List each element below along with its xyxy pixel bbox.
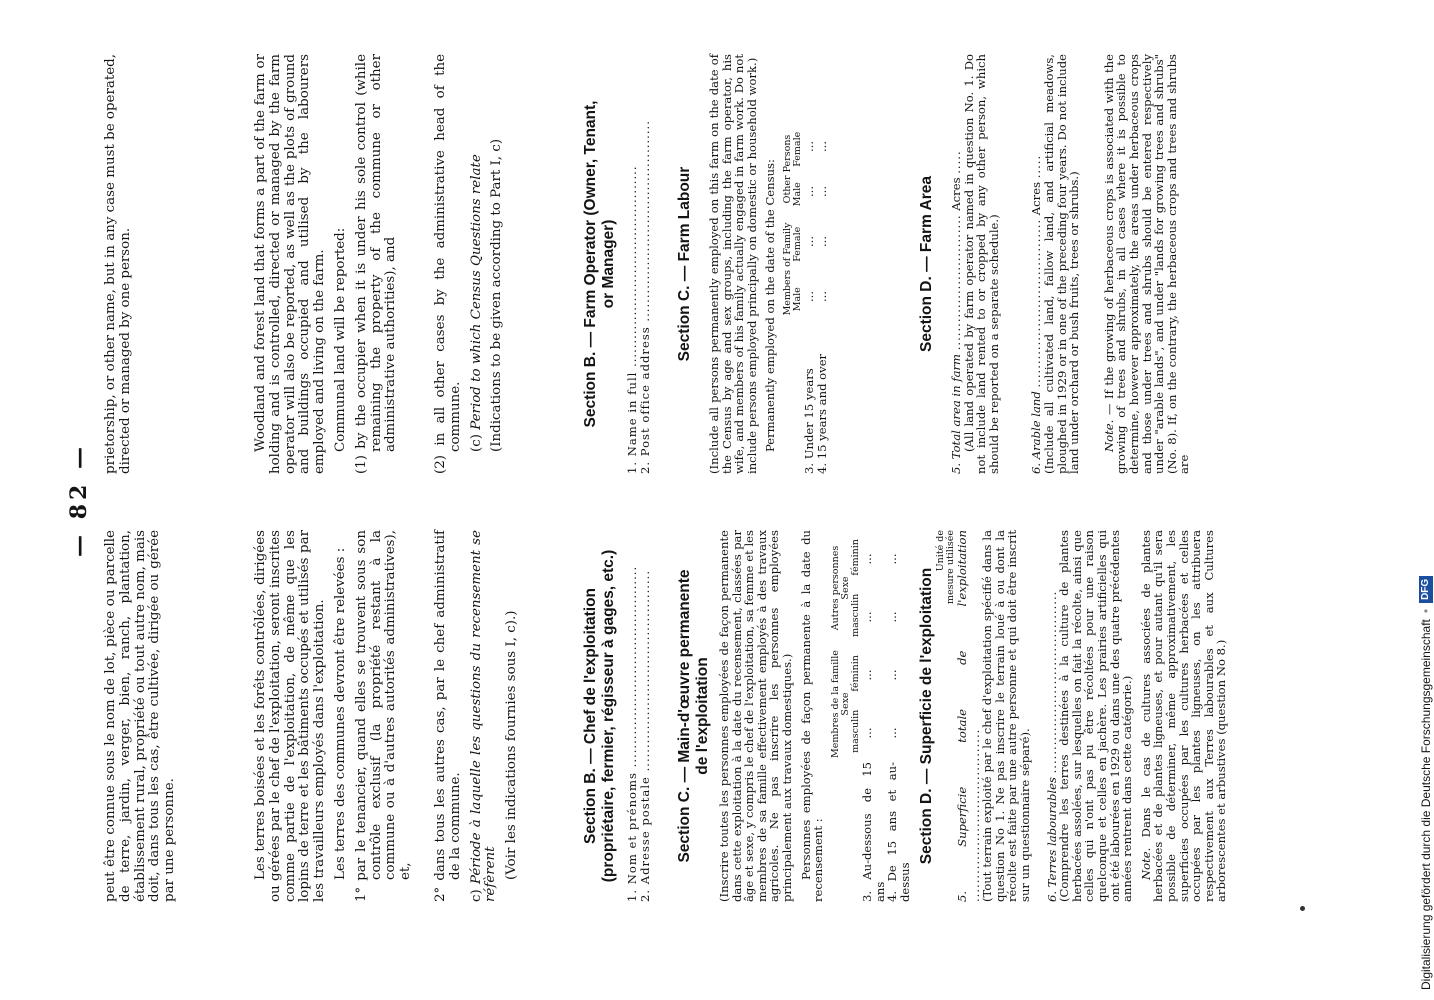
en-period-title: Period to which Census Questions relate [468,154,484,430]
fr-th-family-sex: Sexe [839,692,851,716]
en-item-6-note: (Include all cultivated land, fallow land, and artificial meadows, ploughed in 1929 or in one of the preceding four years. Do not include land under orchard or bush fruits, trees or shrubs.) [1041,54,1082,474]
fr-section-b [582,530,651,902]
fr-item-6: 6. Terres labourables ....................................... [1044,590,1059,902]
en-period [470,54,485,474]
fr-row-4-c4: ... [885,553,900,565]
en-intro-block [104,54,140,474]
fr-row-4-c2: ... [885,669,900,681]
fr-row-3-c1: ... [859,727,874,739]
fr-woodland: Les terres boisées et les forêts contrôlées, dirigées ou gérées par le chef de l'exploitation, seront inscrites comme partie de l'exploitation, de même que les lopins de terre et les bâtiments occupés et utilisés par les travailleurs employés dans l'exploitation. [253,530,328,902]
fr-item-5-note: (Tout terrain exploité par le chef d'exploitation spécifié dans la question No 1. Ne pas inscrire le terrain loué à ou dont la récolte est faite par une autre personne et qui doit être inscrit sur un questionnaire séparé). [980,530,1032,902]
fr-communal-2: 2° dans tous les autres cas, par le chef administratif de la commune. [433,530,463,902]
fr-note-label: Note. [1138,847,1153,880]
fr-row-4-label: 4. De 15 ans et au-dessus [885,762,913,902]
fr-section-c-note: (Inscrire toutes les personnes employées de façon permanente dans cette exploitation à la date du recensement, classées par âge et sexe, y compris le chef de l'exploitation, sa femme et les membres de sa famille effectivement employés à des travaux agricoles. Ne pas inscrire les personnes employées principalement aux travaux domestiques.) [717,530,794,902]
en-th-other-label: Other Persons [781,134,793,204]
fr-woodland-block [254,530,420,902]
fr-period [470,530,500,902]
en-section-c-note: (Include all persons permanently employed on this farm on the date of the Census by age and sex groups, including the farm operator, his wife, and members of his family actually engaged in farm work. Do not include persons employed principally on domestic or household work.) [707,54,759,474]
fr-section-b-1: 1. Nom et prénoms ........................................... [625,565,639,902]
scan-speck [1300,906,1305,911]
en-communal: Communal land will be reported: [332,227,348,452]
en-note-label: Note. [1101,419,1116,452]
watermark: Digitalisierung gefördert durch die Deutsche Forschungsgemeinschaft • DFG [1410,0,1434,1000]
fr-row-3-c4: ... [859,553,874,565]
en-th-other-m: Male [791,182,803,207]
en-communal-2-block [434,54,511,474]
fr-row-3-label: 3. Au-dessous de 15 ans [859,762,887,902]
en-section-b [582,54,651,474]
fr-th-other-label: Autres personnes [829,545,841,631]
en-section-b-sub: or Manager) [600,219,617,309]
en-item-5-unit: Acres [949,177,963,211]
fr-section-c [676,530,912,902]
en-table-row-3 [803,54,816,474]
english-column [104,54,1304,474]
fr-th-family-label: Membres de la famille [829,650,841,758]
fr-communal-1: 1° par le tenancier, quand elles se trouvent sous son contrôle exclusif (la propriété restant à la commune ou à d'autres autorités administratives), et, [353,530,414,902]
fr-table-row-3 [861,530,887,902]
fr-th-family [831,646,861,762]
en-item-6-unit: Acres [1029,181,1044,216]
fr-note-text: Dans le cas de cultures associées de plantes herbacées et de plantes ligneuses, et pour autant qu'il sera possible de déterminer, même approximativement, les superficies occupées par les cultures herbacées et celles occupées par les plantes ligneuses, on les attribuera respectivement aux Terres labourables et aux Cultures arborescentes et arbustives (question No 8.) [1138,530,1229,902]
fr-section-c-title: Section C. — Main-d'œuvre permanente [676,569,693,863]
en-table-row-4 [816,54,829,474]
fr-section-d [918,530,1234,902]
fr-th-other-f: féminin [849,539,861,576]
fr-row-4-c1: ... [885,727,900,739]
fr-section-d-title: Section D. — Superficie de l'exploitation [918,567,935,865]
fr-table-row-4 [886,530,912,902]
en-row-4-label: 4. 15 years and over [814,353,829,474]
fr-item-6-label: 6. Terres labourables [1044,777,1059,902]
en-section-d [918,54,1197,474]
en-woodland-block [254,54,405,474]
en-row-4-c4: ... [814,140,829,153]
en-period-prefix: (c) [468,434,484,452]
fr-th-other-m: masculin [849,593,861,637]
en-section-c-perm: Permanently employed on the date of the Census: [763,159,778,452]
en-row-3-c4: ... [801,140,816,153]
en-section-b-1: 1. Name in full ........................................... [625,165,639,474]
en-row-3-c3: ... [801,185,816,198]
en-th-other-f: Female [791,131,803,167]
en-note-text: — If the growing of herbaceous crops is associated with the growing of trees and shrubs, in all cases where it is possible to determine, however approximately, the areas under herbaceous crops and those under trees and shrubs should be entered respectively under "arable lands", and under "lands for growing trees and shrubs" (No. 8). If, on the contrary, the herbaceous crops and trees and shrubs are [1101,53,1192,474]
en-row-3-c2: ... [801,235,816,248]
en-th-family-f: Female [791,226,803,262]
fr-th-family-m: masculin [849,709,861,753]
en-communal-2: (2) in all other cases by the administrative head of the commune. [433,54,463,474]
en-row-3-c1: ... [801,290,816,303]
fr-communal: Les terres des communes devront être relevées : [332,547,348,880]
fr-period-prefix: c) [468,889,484,902]
fr-section-b-sub: (propriétaire, fermier, régisseur à gages, etc.) [600,549,617,883]
fr-note [1140,530,1228,902]
en-item-5-note: (All land operated by farm operator named in question No. 1. Do not include land rented to or cropped by any other person, which should be reported on a separate schedule.) [961,54,1001,474]
en-row-3-label: 3. Under 15 years [801,368,816,474]
fr-period-title: Période à laquelle les questions du recensement se réfèrent [468,530,499,902]
fr-intro: peut être connue sous le nom de lot, pièce ou parcelle de terre, jardin, verger, bien, ranch, plantation, établissement rural, propriété ou tout autre nom, mais doit, dans tous les cas, être cultivée, dirigée ou gérée par une personne. [103,530,178,902]
en-th-family-label: Members of Family [781,222,793,316]
en-woodland: Woodland and forest land that forms a part of the farm or holding and is controlled, directed or managed by the farm operator will also be reported, as well as the plots of ground and buildings occupied and utilised by the labourers employed and living on the farm. [253,54,328,474]
en-communal-1: (1) by the occupier when it is under his sole control (while remaining the property of the commune or other administrative authorities), and [353,54,399,474]
en-table-header [783,54,803,324]
fr-row-3-c3: ... [859,611,874,623]
en-note [1103,54,1191,474]
page-number: — 82 — [66,443,92,557]
en-item-6: 6. Arable land .................................... Acres ..... [1029,154,1044,474]
fr-item-6-note: (Comprendre les terres destinées à la culture de plantes herbacées assolées, sur lesquelles on fait la récolte, ainsi que celles qui n'ont pas pu être récoltées pour une raison quelconque et celles en jachère. Les prairies artificielles qui ont été labourées en 1929 ou dans une des quatre précédentes années rentrent dans cette catégorie.) [1057,530,1135,902]
fr-period-note: (Voir les indications fournies sous I, c).) [504,610,520,880]
en-section-b-2: 2. Post office address ........................................... [637,120,652,474]
en-period-note: (Indications to be given according to Part I, c) [489,138,505,452]
fr-unit-label: Unité de mesure utilisée [935,530,956,604]
en-item-5-label: 5. Total area in farm [949,353,963,474]
fr-table-header [831,530,861,762]
fr-row-3-c2: ... [859,669,874,681]
fr-th-other-sex: Sexe [839,576,851,600]
fr-communal-2-block [434,530,526,902]
en-th-family-m: Male [791,287,803,312]
french-column [104,530,1304,902]
en-section-b-title: Section B. — Farm Operator (Owner, Tenant, [582,100,599,428]
fr-section-c-sub: de l'exploitation [694,657,711,775]
en-intro: prietorship, or other name, but in any case must be operated, directed or managed by one person. [103,54,133,474]
en-row-4-c2: ... [814,235,829,248]
fr-section-c-perm: Personnes employées de façon permanente à la date du recensement : [798,530,826,902]
en-th-other [783,124,803,214]
fr-intro-block [104,530,184,902]
en-row-4-c1: ... [814,290,829,303]
en-section-c-title: Section C. — Farm Labour [676,166,693,362]
en-th-family [783,214,803,324]
en-section-d-title: Section D. — Farm Area [918,176,935,353]
fr-item-5-label: 5. Superficie totale de l'exploitation [955,530,969,902]
en-section-c [676,54,829,474]
fr-item-5: 5. Superficie totale de l'exploitation ..................................... [955,530,982,902]
fr-row-4-c3: ... [885,611,900,623]
en-item-5: 5. Total area in farm ............................. Acres ..... [949,150,963,474]
watermark-text: Digitalisierung gefördert durch die Deutsche Forschungsgemeinschaft [1419,619,1433,990]
en-item-6-label: 6. Arable land [1029,391,1044,474]
dfg-logo: DFG [1419,576,1433,603]
fr-section-b-title: Section B. — Chef de l'exploitation [582,588,599,845]
fr-th-family-f: féminin [849,655,861,692]
fr-th-other [831,530,861,646]
en-row-4-c3: ... [814,185,829,198]
fr-section-b-2: 2. Adresse postale ........................................... [637,569,652,902]
